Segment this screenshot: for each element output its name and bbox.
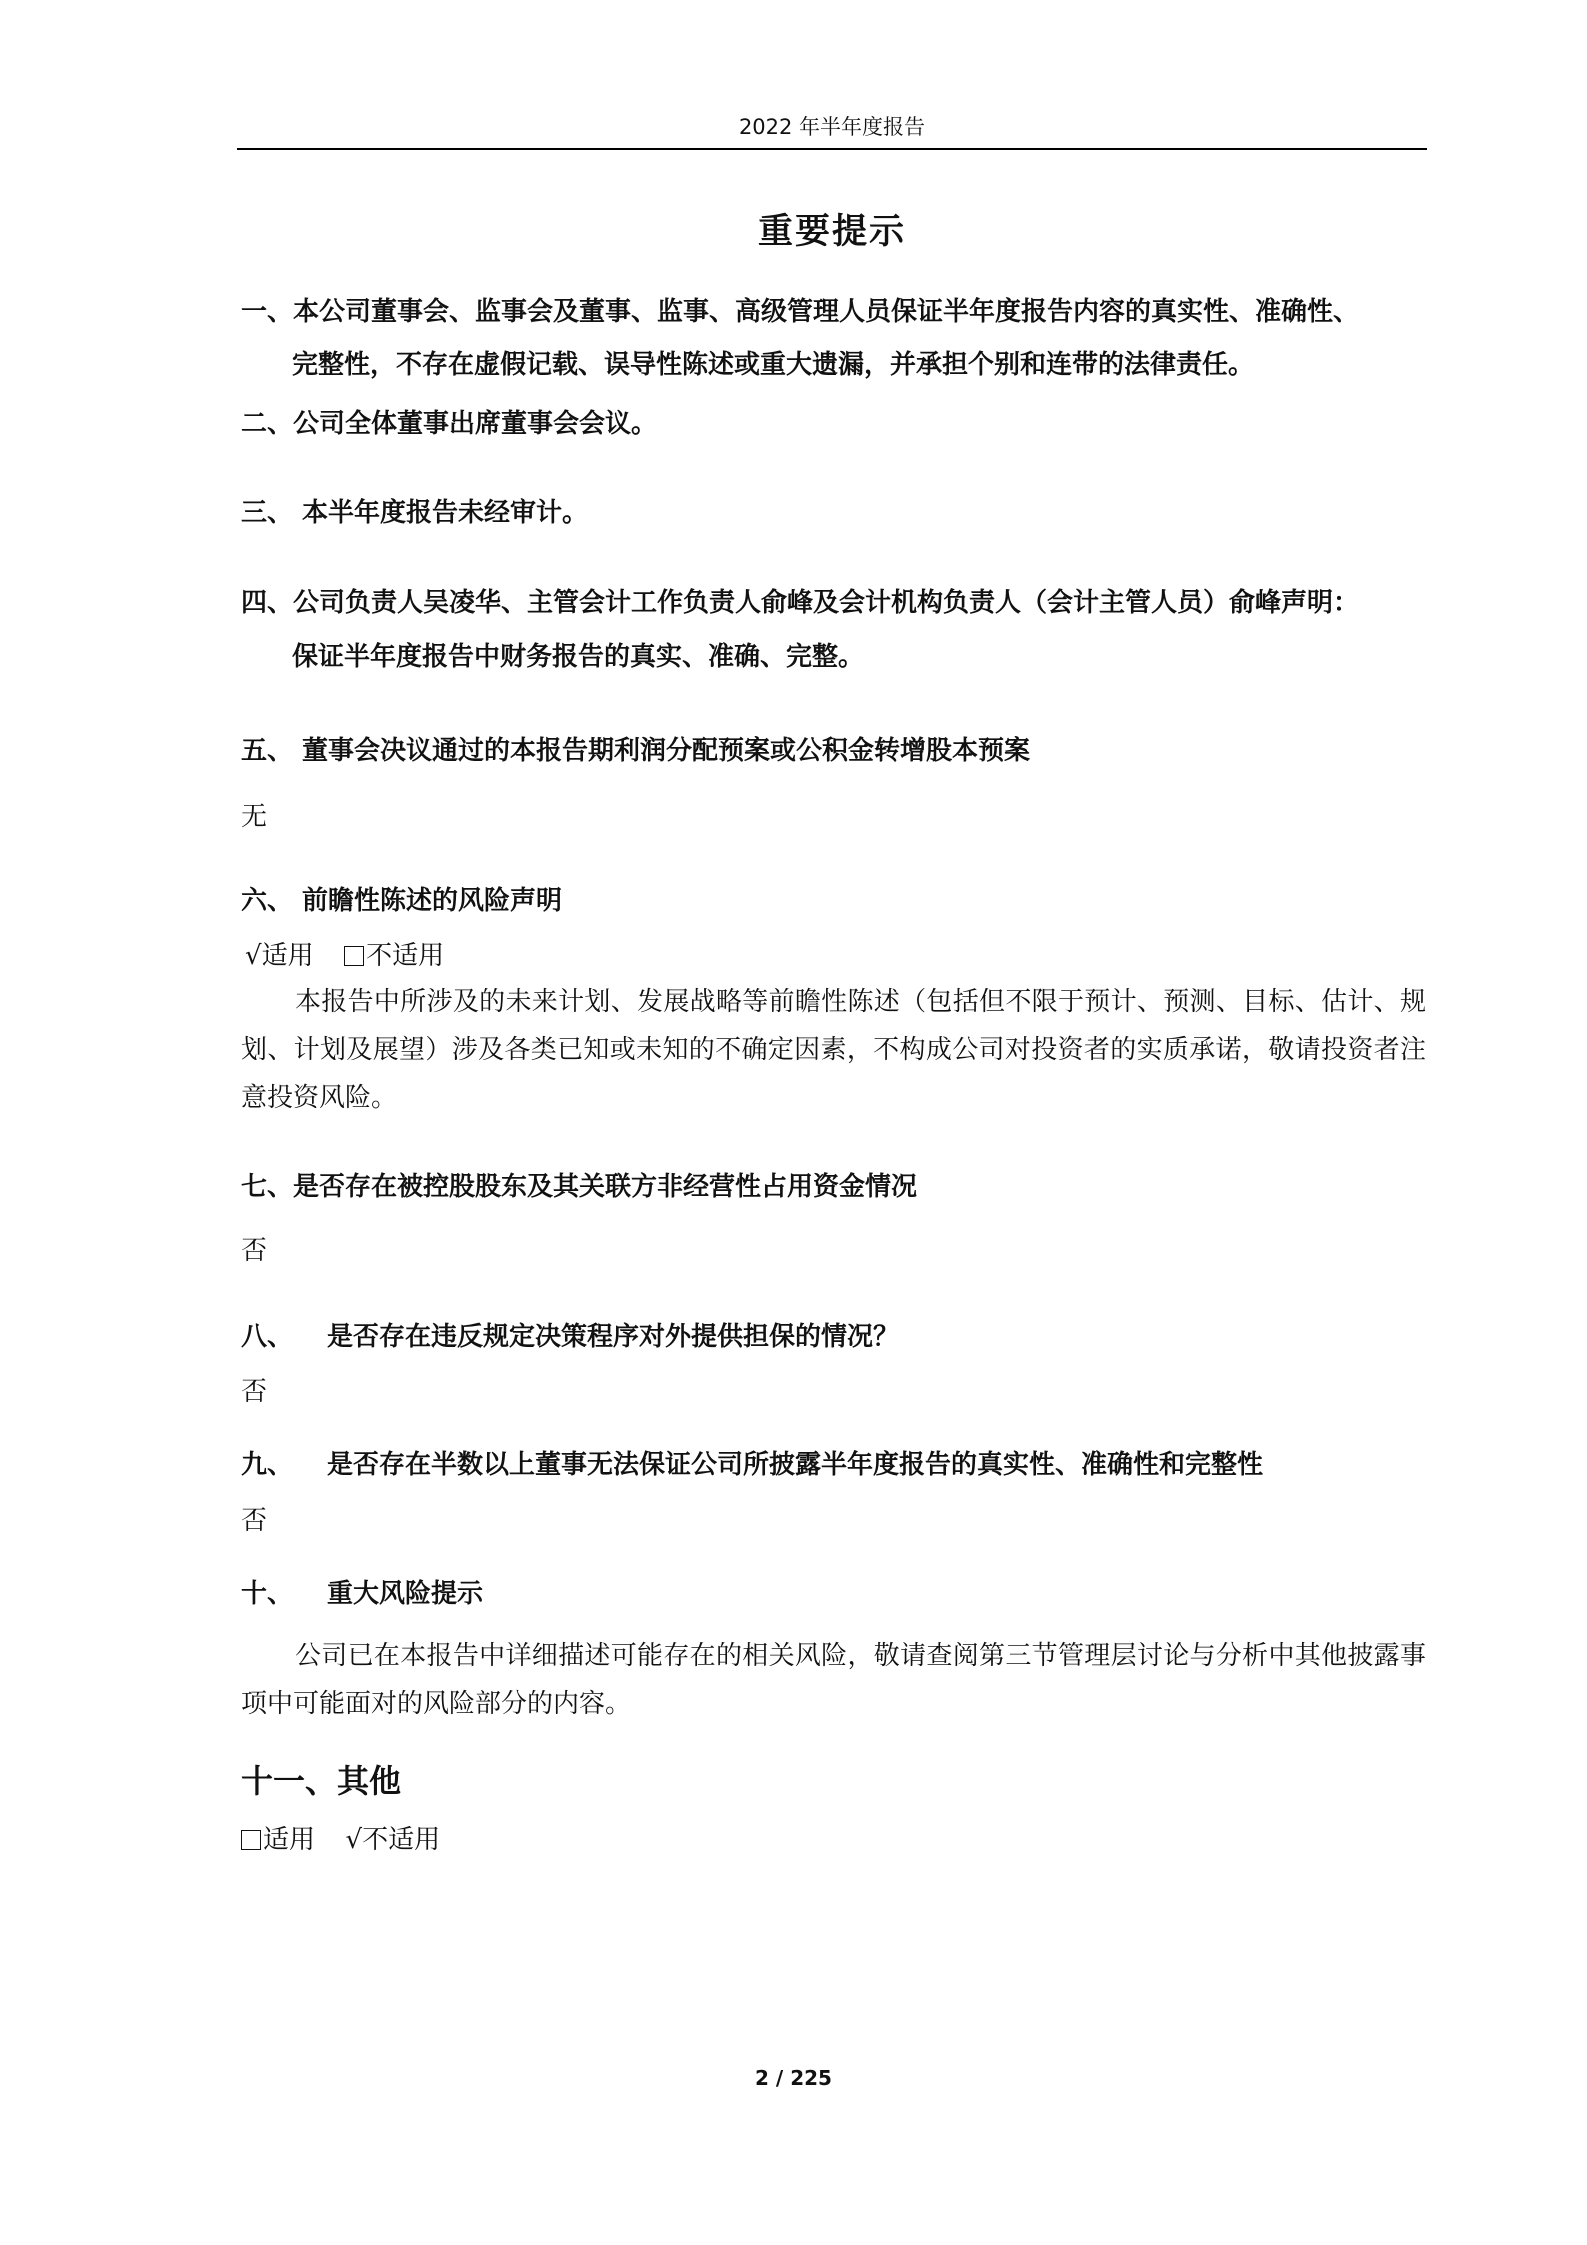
checkbox-unchecked-icon: [241, 1830, 261, 1850]
section-9-heading: [241, 1444, 1263, 1481]
applicable-label: 适用: [261, 941, 314, 971]
section-8-answer: 否: [241, 1377, 268, 1407]
section-5-heading: 五、 董事会决议通过的本报告期利润分配预案或公积金转增股本预案: [241, 736, 1031, 766]
section-6-paragraph: 本报告中所涉及的未来计划、发展战略等前瞻性陈述（包括但不限于预计、预测、目标、估计、规划、计划及展望）涉及各类已知或未知的不确定因素，不构成公司对投资者的实质承诺，敬请投资者注意投资风险。: [241, 987, 1426, 1113]
section-8-title: 是否存在违反规定决策程序对外提供担保的情况？: [327, 1322, 900, 1352]
section-9-title: 是否存在半数以上董事无法保证公司所披露半年度报告的真实性、准确性和完整性: [327, 1450, 1264, 1480]
section-9-number: 九、: [241, 1450, 294, 1480]
section-1-line-2: 完整性，不存在虚假记载、误导性陈述或重大遗漏，并承担个别和连带的法律责任。: [292, 350, 1255, 380]
running-header: [237, 112, 1427, 150]
section-11-options: [241, 1819, 440, 1856]
section-7-heading: 七、是否存在被控股股东及其关联方非经营性占用资金情况: [241, 1172, 918, 1202]
not-applicable-label: 不适用: [362, 1825, 441, 1855]
not-applicable-label: 不适用: [366, 941, 445, 971]
header-text: 2022 年半年度报告: [738, 115, 926, 139]
page-title: 重要提示: [757, 211, 906, 252]
applicable-label: 适用: [263, 1825, 316, 1855]
section-8-heading: [241, 1316, 899, 1353]
check-mark-icon: √: [345, 1825, 363, 1855]
section-3: 三、 本半年度报告未经审计。: [241, 498, 589, 528]
section-1-line-1: 一、本公司董事会、监事会及董事、监事、高级管理人员保证半年度报告内容的真实性、准确性、: [241, 297, 1360, 327]
section-8-number: 八、: [241, 1322, 294, 1352]
check-mark-icon: √: [245, 941, 262, 971]
section-10-number: 十、: [241, 1579, 294, 1609]
section-10-title: 重大风险提示: [327, 1579, 484, 1609]
section-4-line-2: 保证半年度报告中财务报告的真实、准确、完整。: [292, 642, 865, 672]
section-7-answer: 否: [241, 1236, 268, 1266]
checkbox-unchecked-icon: [344, 946, 364, 966]
section-11-heading: 十一、其他: [241, 1762, 402, 1800]
section-2: 二、公司全体董事出席董事会会议。: [241, 409, 658, 439]
section-4-line-1: 四、公司负责人吴凌华、主管会计工作负责人俞峰及会计机构负责人（会计主管人员）俞峰声明：: [241, 588, 1360, 618]
section-5-answer: 无: [241, 802, 268, 832]
section-9-answer: 否: [241, 1506, 268, 1536]
page-number: 2 / 225: [755, 2066, 832, 2090]
section-10-heading: [241, 1573, 483, 1610]
section-10-paragraph: 公司已在本报告中详细描述可能存在的相关风险，敬请查阅第三节管理层讨论与分析中其他披露事项中可能面对的风险部分的内容。: [241, 1641, 1426, 1719]
section-6-options: [245, 935, 444, 972]
section-6-heading: 六、 前瞻性陈述的风险声明: [241, 886, 563, 916]
